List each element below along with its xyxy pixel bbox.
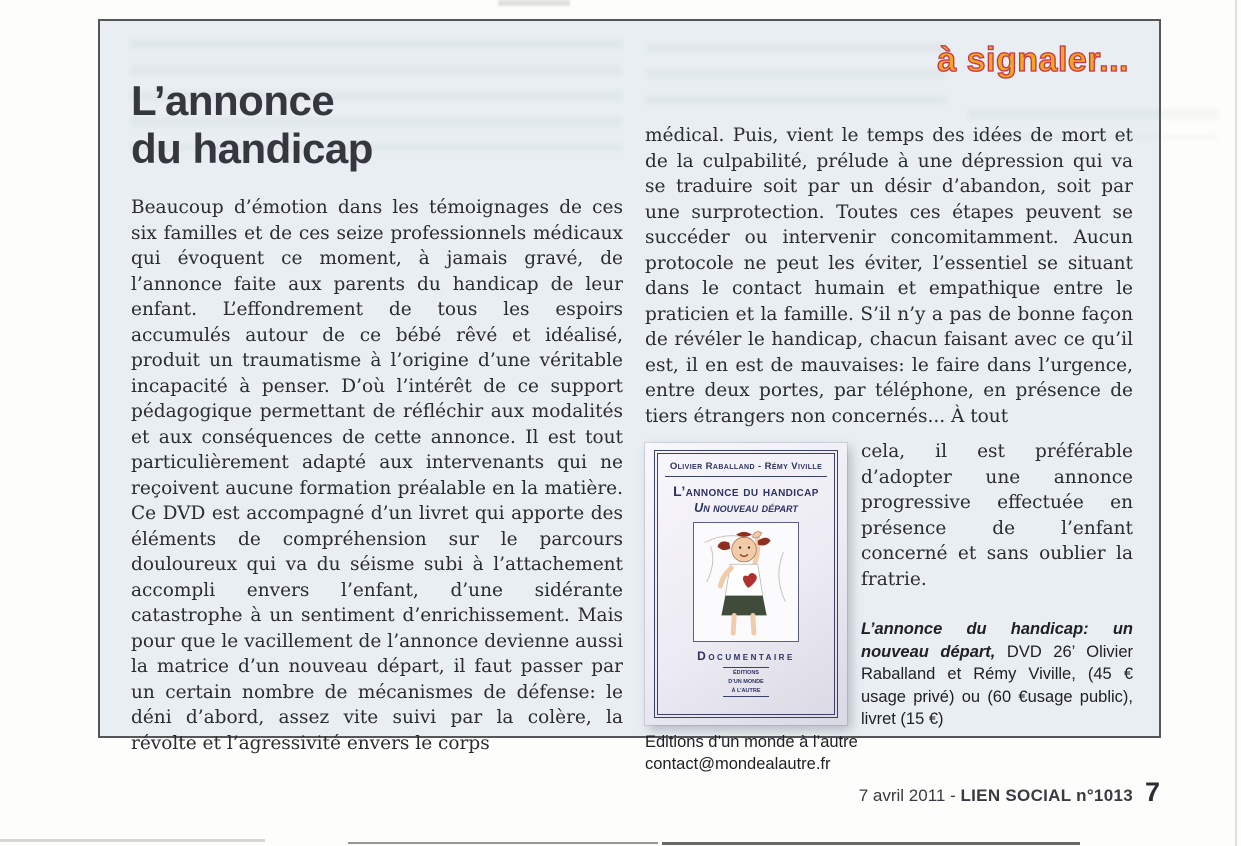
scan-artifact <box>1235 0 1237 846</box>
article-title-line2: du handicap <box>131 125 373 172</box>
dvd-cover-authors: Olivier Raballand - Rémy Viville <box>665 461 827 477</box>
left-column <box>131 195 623 756</box>
scan-artifact <box>348 842 658 844</box>
section-flag: à signaler... <box>937 41 1129 79</box>
page-bleed-through-artifact <box>646 43 946 121</box>
right-column <box>645 123 1133 776</box>
right-column-text: médical. Puis, vient le temps des idées de mort et de la culpabilité, prélude à une dépression qui va se traduire soit par un désir d’abandon, soit par une surprotection. Toutes ces étapes peuvent se succéder ou intervenir concomitamment. Aucun protocole ne peut les éviter, l’essentiel se situant dans le contact humain et empathique entre le praticien et la famille. S’il n’y a pas de bonne façon de révéler le handicap, chacun faisant avec ce qu’il est, il en est de mauvaises: le faire dans l’urgence, entre deux portes, par téléphone, en présence de tiers étrangers non concernés... À tout <box>645 125 1133 427</box>
scan-artifact <box>662 842 1080 845</box>
caption-details: DVD 26’ Olivier Raballand et Rémy Viville, (45 € usage privé) ou (60 €usage public), livret (15 €) <box>861 642 1133 728</box>
dvd-cover-frame <box>657 453 835 715</box>
dvd-cover-illustration <box>693 522 799 642</box>
article-title <box>131 77 373 173</box>
publisher-line: À L’AUTRE <box>731 687 761 694</box>
publisher-line: D’UN MONDE <box>728 678 764 685</box>
right-column-wrap-text: cela, il est préférable d’adopter une annonce progressive effectuée en présence de l’enfant concerné et sans oublier la fratrie. <box>861 441 1133 590</box>
article-title-line1: L’annonce <box>131 77 335 124</box>
left-column-text: Beaucoup d’émotion dans les témoignages de ces six familles et de ces seize professionnels médicaux qui évoquent ce moment, à jamais gravé, de l’annonce faite aux parents du handicap de leur enfant. L’effondrement de tous les espoirs accumulés autour de ce bébé rêvé et idéalisé, produit un traumatisme à l’origine d’une véritable incapacité à penser. D’où l’intérêt de ce support pédagogique permettant de réfléchir aux modalités et aux conséquences de cette annonce. Il est tout particulièrement adapté aux intervenants qui ne reçoivent aucune formation préalable en la matière. Ce DVD est accompagné d’un livret qui apporte des éléments de compréhension sur le parcours douloureux qui va du séisme subi à l’attachement accompli envers l’enfant, d’une sidérante catastrophe à un sentiment d’enrichissement. Mais pour que le vacillement de l’annonce devienne aussi la matrice d’un nouveau départ, il faut passer par un certain nombre de mécanismes de défense: le déni d’abord, assez vite suivi par la colère, la révolte et l’agressivité envers le corps <box>131 197 623 754</box>
footer-date: 7 avril 2011 - <box>858 786 961 805</box>
scan-artifact <box>0 839 265 842</box>
caption-publisher: Editions d’un monde à l’autre <box>645 732 858 751</box>
footer-page-number: 7 <box>1144 777 1160 807</box>
caption-title: L’annonce du handicap: un nouveau départ, <box>861 620 1133 661</box>
publisher-line: ÉDITIONS <box>733 670 759 676</box>
footer-issue: LIEN SOCIAL n°1013 <box>960 786 1133 805</box>
article-panel <box>98 19 1161 773</box>
page-footer <box>859 777 1160 808</box>
dvd-cover-title: L’annonce du handicap <box>673 483 819 499</box>
dvd-cover-publisher-logo <box>723 667 768 697</box>
media-block <box>645 439 1133 776</box>
caption-email: contact@mondealautre.fr <box>645 755 831 773</box>
dvd-cover-image <box>645 443 847 725</box>
scan-artifact <box>498 0 570 6</box>
dvd-cover-subtitle: Un nouveau départ <box>694 501 798 515</box>
dvd-cover-genre: Documentaire <box>697 649 795 663</box>
